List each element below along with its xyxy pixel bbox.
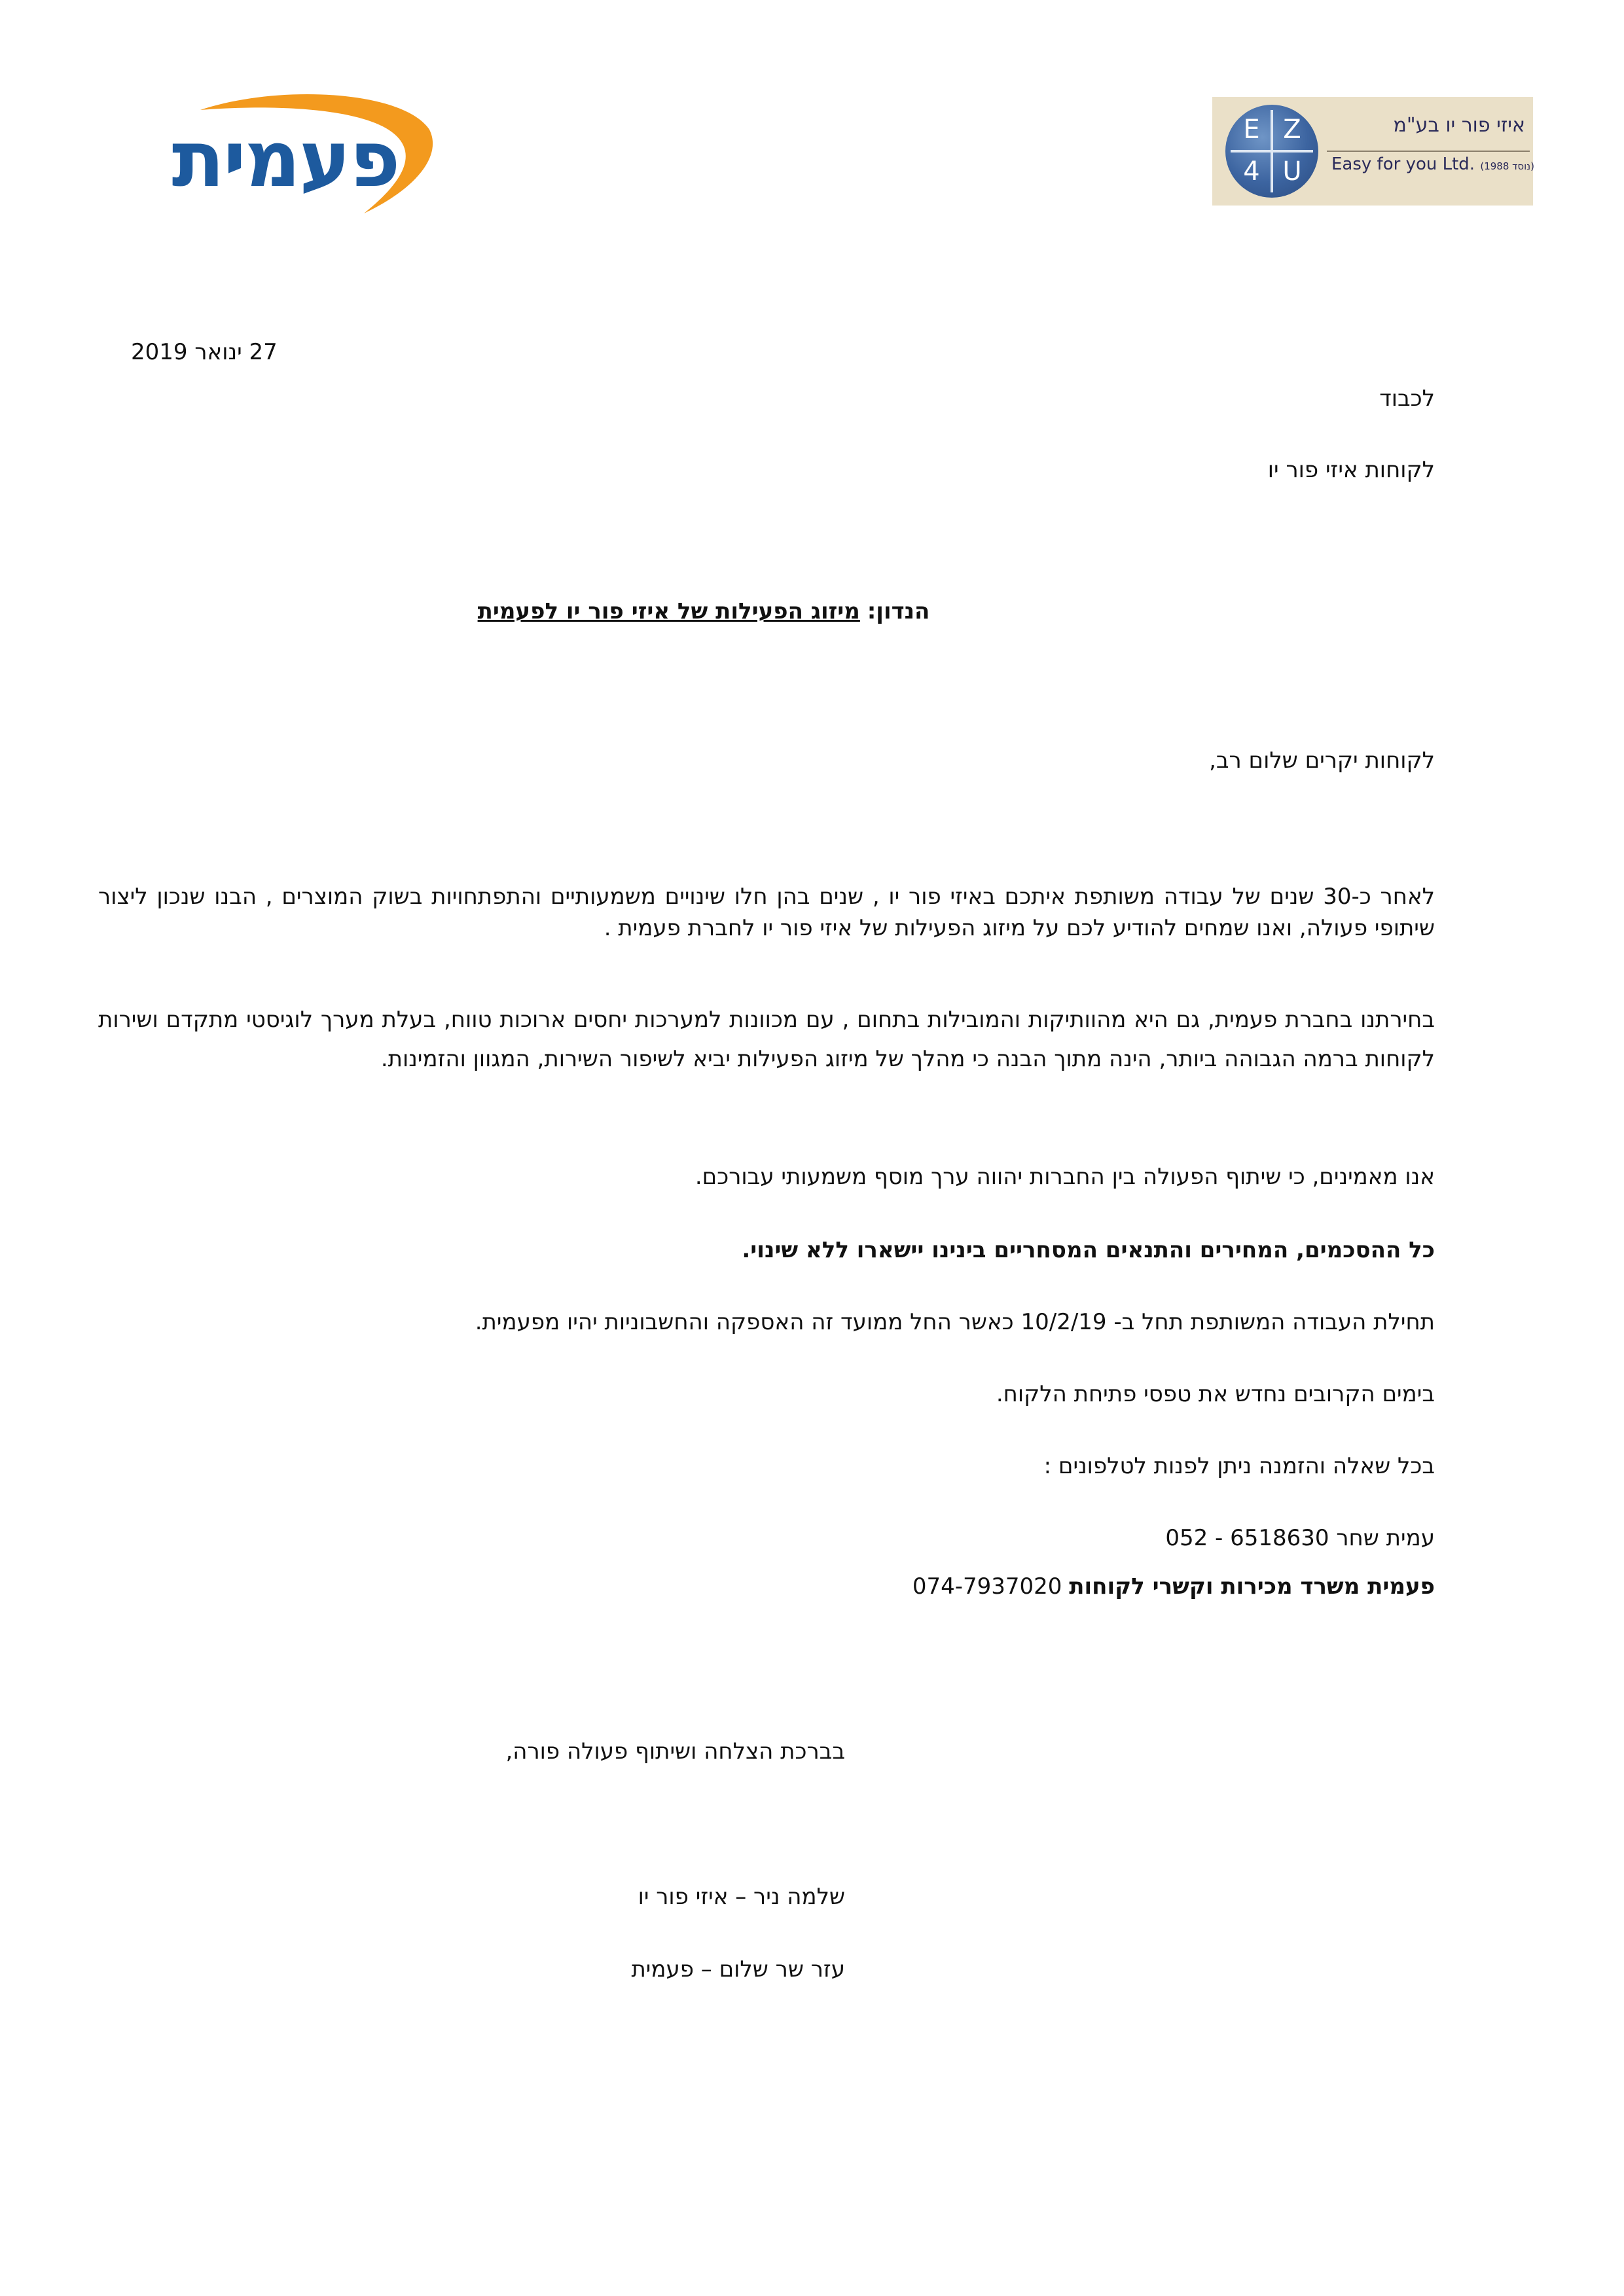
greeting: לקוחות יקרים שלום רב, [1209,747,1435,774]
contact-2-label: פעמית משרד מכירות וקשרי לקוחות [1069,1573,1435,1600]
subject-line [262,596,1146,627]
ez4u-letter-e: E [1243,115,1260,145]
pamit-logo [128,90,436,221]
recipient-line-2: לקוחות איזי פור יו [1267,457,1435,483]
ez4u-divider [1327,151,1530,152]
ez4u-letter-z: Z [1283,115,1301,145]
paragraph-5: תחילת העבודה המשותפת תחל ב- 10/2/19 כאשר החל ממועד זה האספקה והחשבוניות יהיו מפעמית. [475,1309,1435,1335]
paragraph-1: לאחר כ-30 שנים של עבודה משותפת איתכם באיזי פור יו , שנים בהן חלו שינויים משמעותיים והתפתחויות בשוק המוצרים , הבנו שנכון ליצור שיתופי פעולה, ואנו שמחים להודיע לכם על מיזוג הפעילות של איזי פור יו לחברת פעמית . [98,884,1435,941]
paragraph-3: אנו מאמינים, כי שיתוף הפעולה בין החברות יהווה ערך מוסף משמעותי עבורכם. [695,1164,1435,1190]
paragraph-2: בחירתנו בחברת פעמית, גם היא מהוותיקות והמובילות בתחום , עם מכוונות למערכות יחסים ארוכות טווח, בעלת מערך לוגיסטי מתקדם ושירות לקוחות ברמה הגבוהה ביותר, הינה מתוך הבנה כי מהלך של מיזוג הפעילות יביא לשיפור השירות, המגוון והזמינות. [98,1007,1435,1072]
contact-line-1: עמית שחר 6518630 - 052 [1165,1525,1435,1551]
ez4u-letter-4: 4 [1243,156,1260,187]
ez4u-english-name [1331,154,1535,174]
ez4u-established: (נוסד 1988) [1480,160,1535,172]
contact-2-phone: 074-7937020 [912,1573,1070,1600]
subject-text: מיזוג הפעילות של איזי פור יו לפעמית [477,598,860,624]
ez4u-hebrew-name: איזי פור יו בע"מ [1393,114,1525,137]
ez4u-circle-icon [1225,105,1318,198]
signature-1: שלמה ניר – איזי פור יו [638,1884,845,1910]
ez4u-letter-u: U [1282,156,1302,187]
letter-date: 27 ינואר 2019 [131,339,278,365]
pamit-logo-text: פעמית [171,114,399,204]
subject-label: הנדון: [867,598,930,624]
closing: בברכת הצלחה ושיתוף פעולה פורה, [505,1738,845,1765]
paragraph-6: בימים הקרובים נחדש את טפסי פתיחת הלקוח. [996,1381,1435,1407]
ez4u-english-label: Easy for you Ltd. [1331,154,1475,174]
paragraph-4-bold: כל ההסכמים, המחירים והתנאים המסחריים בינינו יישארו ללא שינוי. [742,1237,1435,1263]
recipient-line-1: לכבוד [1379,386,1435,412]
signature-2: עזר שר שלום – פעמית [631,1956,845,1982]
ez4u-logo [1212,97,1533,206]
paragraph-7: בכל שאלה והזמנה ניתן לפנות לטלפונים : [1043,1453,1435,1479]
contact-line-2 [912,1571,1435,1602]
